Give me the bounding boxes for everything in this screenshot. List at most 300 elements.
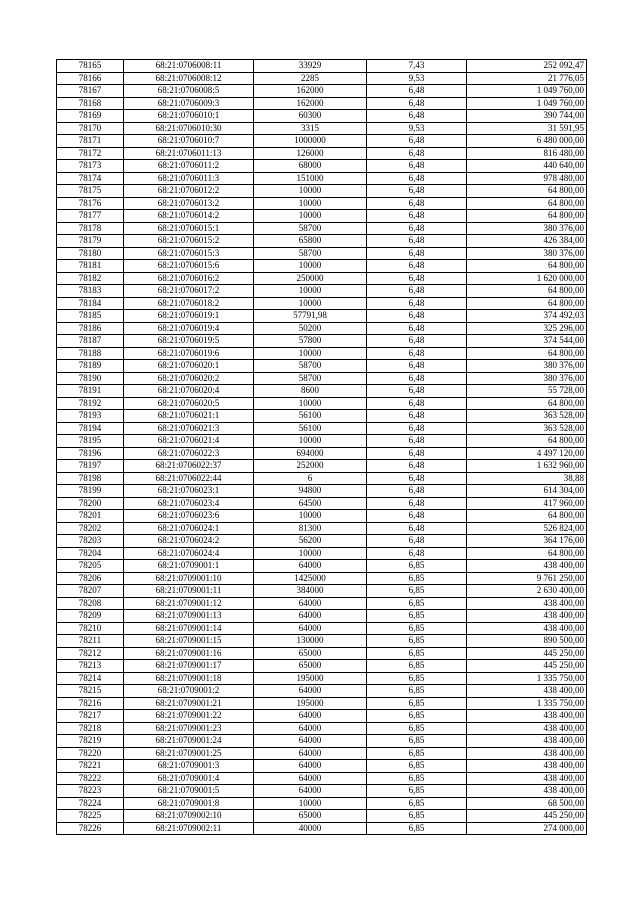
area-cell: 3315: [254, 122, 367, 135]
value-cell: 31 591,95: [467, 122, 587, 135]
rate-cell: 6,85: [367, 597, 467, 610]
rate-cell: 6,85: [367, 572, 467, 585]
row-number-cell: 78216: [57, 697, 124, 710]
table-row: [57, 97, 587, 110]
cadastral-number-cell: 68:21:0706023:6: [124, 510, 254, 523]
area-cell: 10000: [254, 397, 367, 410]
cadastral-number-cell: 68:21:0709001:10: [124, 572, 254, 585]
area-cell: 250000: [254, 272, 367, 285]
rate-cell: 6,48: [367, 260, 467, 273]
cadastral-number-cell: 68:21:0709001:14: [124, 622, 254, 635]
cadastral-number-cell: 68:21:0709001:13: [124, 610, 254, 623]
rate-cell: 6,48: [367, 547, 467, 560]
area-cell: 384000: [254, 585, 367, 598]
value-cell: 363 528,00: [467, 410, 587, 423]
cadastral-number-cell: 68:21:0709001:24: [124, 735, 254, 748]
table-row: [57, 697, 587, 710]
value-cell: 64 800,00: [467, 197, 587, 210]
rate-cell: 6,85: [367, 760, 467, 773]
cadastral-number-cell: 68:21:0706021:4: [124, 435, 254, 448]
table-row: [57, 385, 587, 398]
value-cell: 55 728,00: [467, 385, 587, 398]
row-number-cell: 78205: [57, 560, 124, 573]
rate-cell: 6,48: [367, 397, 467, 410]
value-cell: 64 800,00: [467, 435, 587, 448]
rate-cell: 6,48: [367, 322, 467, 335]
row-number-cell: 78197: [57, 460, 124, 473]
area-cell: 65000: [254, 810, 367, 823]
table-row: [57, 410, 587, 423]
cadastral-number-cell: 68:21:0706022:44: [124, 472, 254, 485]
value-cell: 445 250,00: [467, 647, 587, 660]
cadastral-number-cell: 68:21:0706019:4: [124, 322, 254, 335]
value-cell: 64 800,00: [467, 547, 587, 560]
row-number-cell: 78198: [57, 472, 124, 485]
area-cell: 57791,98: [254, 310, 367, 323]
cadastral-number-cell: 68:21:0706011:3: [124, 172, 254, 185]
cadastral-number-cell: 68:21:0709001:21: [124, 697, 254, 710]
cadastral-number-cell: 68:21:0709002:10: [124, 810, 254, 823]
cadastral-number-cell: 68:21:0709001:2: [124, 685, 254, 698]
rate-cell: 6,48: [367, 335, 467, 348]
area-cell: 94800: [254, 485, 367, 498]
area-cell: 2285: [254, 72, 367, 85]
table-row: [57, 747, 587, 760]
row-number-cell: 78196: [57, 447, 124, 460]
value-cell: 438 400,00: [467, 597, 587, 610]
value-cell: 64 800,00: [467, 397, 587, 410]
row-number-cell: 78220: [57, 747, 124, 760]
row-number-cell: 78174: [57, 172, 124, 185]
value-cell: 4 497 120,00: [467, 447, 587, 460]
rate-cell: 6,48: [367, 185, 467, 198]
rate-cell: 6,48: [367, 485, 467, 498]
table-row: [57, 122, 587, 135]
row-number-cell: 78171: [57, 135, 124, 148]
area-cell: 33929: [254, 60, 367, 73]
rate-cell: 6,85: [367, 785, 467, 798]
value-cell: 38,88: [467, 472, 587, 485]
cadastral-number-cell: 68:21:0706015:2: [124, 235, 254, 248]
cadastral-number-cell: 68:21:0706015:3: [124, 247, 254, 260]
cadastral-number-cell: 68:21:0706020:4: [124, 385, 254, 398]
row-number-cell: 78210: [57, 622, 124, 635]
value-cell: 1 335 750,00: [467, 697, 587, 710]
row-number-cell: 78165: [57, 60, 124, 73]
rate-cell: 6,48: [367, 522, 467, 535]
row-number-cell: 78217: [57, 710, 124, 723]
table-row: [57, 285, 587, 298]
table-row: [57, 660, 587, 673]
rate-cell: 6,85: [367, 622, 467, 635]
cadastral-number-cell: 68:21:0706010:7: [124, 135, 254, 148]
table-row: [57, 635, 587, 648]
cadastral-number-cell: 68:21:0706013:2: [124, 197, 254, 210]
cadastral-number-cell: 68:21:0706012:2: [124, 185, 254, 198]
row-number-cell: 78173: [57, 160, 124, 173]
value-cell: 445 250,00: [467, 660, 587, 673]
area-cell: 126000: [254, 147, 367, 160]
cadastral-number-cell: 68:21:0706008:5: [124, 85, 254, 98]
value-cell: 978 480,00: [467, 172, 587, 185]
rate-cell: 6,85: [367, 822, 467, 835]
value-cell: 68 500,00: [467, 797, 587, 810]
table-row: [57, 135, 587, 148]
table-row: [57, 760, 587, 773]
table-row: [57, 735, 587, 748]
cadastral-number-cell: 68:21:0709001:22: [124, 710, 254, 723]
area-cell: 10000: [254, 547, 367, 560]
table-row: [57, 435, 587, 448]
table-row: [57, 272, 587, 285]
row-number-cell: 78207: [57, 585, 124, 598]
row-number-cell: 78178: [57, 222, 124, 235]
value-cell: 1 049 760,00: [467, 85, 587, 98]
table-row: [57, 347, 587, 360]
table-row: [57, 485, 587, 498]
cadastral-number-cell: 68:21:0709001:5: [124, 785, 254, 798]
area-cell: 40000: [254, 822, 367, 835]
row-number-cell: 78202: [57, 522, 124, 535]
area-cell: 64000: [254, 710, 367, 723]
area-cell: 162000: [254, 97, 367, 110]
area-cell: 68000: [254, 160, 367, 173]
table-row: [57, 647, 587, 660]
row-number-cell: 78170: [57, 122, 124, 135]
area-cell: 64000: [254, 622, 367, 635]
rate-cell: 6,48: [367, 435, 467, 448]
rate-cell: 6,48: [367, 272, 467, 285]
rate-cell: 6,48: [367, 110, 467, 123]
cadastral-number-cell: 68:21:0706015:6: [124, 260, 254, 273]
value-cell: 438 400,00: [467, 710, 587, 723]
row-number-cell: 78204: [57, 547, 124, 560]
rate-cell: 6,48: [367, 247, 467, 260]
rate-cell: 6,48: [367, 297, 467, 310]
area-cell: 64000: [254, 772, 367, 785]
area-cell: 65000: [254, 660, 367, 673]
cadastral-number-cell: 68:21:0709001:8: [124, 797, 254, 810]
rate-cell: 6,48: [367, 460, 467, 473]
row-number-cell: 78225: [57, 810, 124, 823]
row-number-cell: 78201: [57, 510, 124, 523]
value-cell: 417 960,00: [467, 497, 587, 510]
table-row: [57, 160, 587, 173]
area-cell: 10000: [254, 347, 367, 360]
rate-cell: 6,85: [367, 560, 467, 573]
row-number-cell: 78224: [57, 797, 124, 810]
area-cell: 57800: [254, 335, 367, 348]
rate-cell: 6,85: [367, 697, 467, 710]
value-cell: 1 620 000,00: [467, 272, 587, 285]
rate-cell: 6,48: [367, 310, 467, 323]
row-number-cell: 78183: [57, 285, 124, 298]
table-row: [57, 235, 587, 248]
row-number-cell: 78186: [57, 322, 124, 335]
cadastral-number-cell: 68:21:0706008:11: [124, 60, 254, 73]
row-number-cell: 78211: [57, 635, 124, 648]
row-number-cell: 78169: [57, 110, 124, 123]
table-row: [57, 822, 587, 835]
rate-cell: 6,48: [367, 347, 467, 360]
row-number-cell: 78176: [57, 197, 124, 210]
cadastral-number-cell: 68:21:0706008:12: [124, 72, 254, 85]
rate-cell: 6,85: [367, 710, 467, 723]
table-row: [57, 260, 587, 273]
row-number-cell: 78208: [57, 597, 124, 610]
area-cell: 58700: [254, 360, 367, 373]
table-row: [57, 597, 587, 610]
rate-cell: 6,48: [367, 510, 467, 523]
row-number-cell: 78166: [57, 72, 124, 85]
row-number-cell: 78194: [57, 422, 124, 435]
rate-cell: 6,48: [367, 210, 467, 223]
value-cell: 380 376,00: [467, 360, 587, 373]
rate-cell: 6,85: [367, 610, 467, 623]
cadastral-number-cell: 68:21:0706011:13: [124, 147, 254, 160]
area-cell: 64000: [254, 785, 367, 798]
rate-cell: 6,48: [367, 147, 467, 160]
table-row: [57, 197, 587, 210]
value-cell: 438 400,00: [467, 722, 587, 735]
value-cell: 380 376,00: [467, 372, 587, 385]
value-cell: 526 824,00: [467, 522, 587, 535]
table-row: [57, 560, 587, 573]
area-cell: 56100: [254, 410, 367, 423]
area-cell: 64000: [254, 722, 367, 735]
rate-cell: 6,48: [367, 360, 467, 373]
rate-cell: 6,48: [367, 447, 467, 460]
table-row: [57, 722, 587, 735]
row-number-cell: 78222: [57, 772, 124, 785]
row-number-cell: 78184: [57, 297, 124, 310]
table-row: [57, 185, 587, 198]
area-cell: 64000: [254, 760, 367, 773]
cadastral-number-cell: 68:21:0709002:11: [124, 822, 254, 835]
row-number-cell: 78172: [57, 147, 124, 160]
table-row: [57, 360, 587, 373]
area-cell: 8600: [254, 385, 367, 398]
rate-cell: 6,48: [367, 535, 467, 548]
cadastral-number-cell: 68:21:0709001:25: [124, 747, 254, 760]
cadastral-number-cell: 68:21:0709001:1: [124, 560, 254, 573]
rate-cell: 6,85: [367, 747, 467, 760]
area-cell: 65000: [254, 647, 367, 660]
row-number-cell: 78177: [57, 210, 124, 223]
cadastral-number-cell: 68:21:0706024:4: [124, 547, 254, 560]
rate-cell: 6,85: [367, 647, 467, 660]
cadastral-number-cell: 68:21:0706019:6: [124, 347, 254, 360]
value-cell: 1 049 760,00: [467, 97, 587, 110]
area-cell: 50200: [254, 322, 367, 335]
cadastral-number-cell: 68:21:0706022:37: [124, 460, 254, 473]
table-row: [57, 447, 587, 460]
cadastral-number-cell: 68:21:0706009:3: [124, 97, 254, 110]
rate-cell: 6,48: [367, 472, 467, 485]
value-cell: 614 304,00: [467, 485, 587, 498]
row-number-cell: 78180: [57, 247, 124, 260]
value-cell: 64 800,00: [467, 210, 587, 223]
cadastral-number-cell: 68:21:0706021:1: [124, 410, 254, 423]
rate-cell: 6,85: [367, 585, 467, 598]
cadastral-number-cell: 68:21:0706024:2: [124, 535, 254, 548]
cadastral-value-table: [56, 59, 587, 835]
rate-cell: 6,48: [367, 385, 467, 398]
rate-cell: 9,53: [367, 72, 467, 85]
value-cell: 1 632 960,00: [467, 460, 587, 473]
rate-cell: 6,85: [367, 797, 467, 810]
area-cell: 64000: [254, 747, 367, 760]
row-number-cell: 78203: [57, 535, 124, 548]
cadastral-number-cell: 68:21:0709001:16: [124, 647, 254, 660]
row-number-cell: 78215: [57, 685, 124, 698]
value-cell: 438 400,00: [467, 785, 587, 798]
area-cell: 151000: [254, 172, 367, 185]
row-number-cell: 78206: [57, 572, 124, 585]
area-cell: 10000: [254, 297, 367, 310]
row-number-cell: 78181: [57, 260, 124, 273]
cadastral-number-cell: 68:21:0706021:3: [124, 422, 254, 435]
rate-cell: 6,48: [367, 372, 467, 385]
value-cell: 64 800,00: [467, 510, 587, 523]
value-cell: 438 400,00: [467, 610, 587, 623]
table-row: [57, 210, 587, 223]
cadastral-number-cell: 68:21:0706020:1: [124, 360, 254, 373]
table-row: [57, 60, 587, 73]
area-cell: 56100: [254, 422, 367, 435]
area-cell: 60300: [254, 110, 367, 123]
table-row: [57, 397, 587, 410]
area-cell: 10000: [254, 797, 367, 810]
area-cell: 694000: [254, 447, 367, 460]
rate-cell: 6,85: [367, 635, 467, 648]
row-number-cell: 78188: [57, 347, 124, 360]
cadastral-number-cell: 68:21:0706017:2: [124, 285, 254, 298]
cadastral-number-cell: 68:21:0709001:18: [124, 672, 254, 685]
rate-cell: 6,48: [367, 285, 467, 298]
area-cell: 1425000: [254, 572, 367, 585]
rate-cell: 6,48: [367, 160, 467, 173]
area-cell: 58700: [254, 222, 367, 235]
row-number-cell: 78190: [57, 372, 124, 385]
cadastral-number-cell: 68:21:0709001:12: [124, 597, 254, 610]
cadastral-number-cell: 68:21:0706016:2: [124, 272, 254, 285]
row-number-cell: 78199: [57, 485, 124, 498]
table-row: [57, 110, 587, 123]
value-cell: 380 376,00: [467, 222, 587, 235]
table-row: [57, 172, 587, 185]
rate-cell: 6,48: [367, 235, 467, 248]
area-cell: 64000: [254, 735, 367, 748]
value-cell: 252 092,47: [467, 60, 587, 73]
area-cell: 81300: [254, 522, 367, 535]
table-row: [57, 147, 587, 160]
value-cell: 364 176,00: [467, 535, 587, 548]
value-cell: 438 400,00: [467, 747, 587, 760]
row-number-cell: 78187: [57, 335, 124, 348]
rate-cell: 6,48: [367, 497, 467, 510]
table-row: [57, 85, 587, 98]
table-row: [57, 335, 587, 348]
cadastral-number-cell: 68:21:0706024:1: [124, 522, 254, 535]
table-row: [57, 810, 587, 823]
value-cell: 438 400,00: [467, 622, 587, 635]
area-cell: 64500: [254, 497, 367, 510]
value-cell: 438 400,00: [467, 560, 587, 573]
rate-cell: 6,48: [367, 97, 467, 110]
area-cell: 10000: [254, 260, 367, 273]
cadastral-number-cell: 68:21:0706023:1: [124, 485, 254, 498]
area-cell: 58700: [254, 247, 367, 260]
cadastral-number-cell: 68:21:0706015:1: [124, 222, 254, 235]
row-number-cell: 78167: [57, 85, 124, 98]
value-cell: 274 000,00: [467, 822, 587, 835]
area-cell: 10000: [254, 510, 367, 523]
row-number-cell: 78212: [57, 647, 124, 660]
value-cell: 6 480 000,00: [467, 135, 587, 148]
table-row: [57, 497, 587, 510]
table-row: [57, 372, 587, 385]
rate-cell: 6,48: [367, 410, 467, 423]
row-number-cell: 78192: [57, 397, 124, 410]
rate-cell: 6,48: [367, 422, 467, 435]
value-cell: 64 800,00: [467, 260, 587, 273]
table-row: [57, 322, 587, 335]
table-row: [57, 310, 587, 323]
table-row: [57, 535, 587, 548]
rate-cell: 6,85: [367, 772, 467, 785]
row-number-cell: 78223: [57, 785, 124, 798]
area-cell: 64000: [254, 597, 367, 610]
row-number-cell: 78191: [57, 385, 124, 398]
cadastral-number-cell: 68:21:0709001:3: [124, 760, 254, 773]
row-number-cell: 78213: [57, 660, 124, 673]
row-number-cell: 78214: [57, 672, 124, 685]
cadastral-number-cell: 68:21:0706019:5: [124, 335, 254, 348]
cadastral-number-cell: 68:21:0706020:5: [124, 397, 254, 410]
rate-cell: 6,48: [367, 85, 467, 98]
cadastral-number-cell: 68:21:0706010:1: [124, 110, 254, 123]
cadastral-number-cell: 68:21:0706019:1: [124, 310, 254, 323]
area-cell: 10000: [254, 185, 367, 198]
table-row: [57, 685, 587, 698]
value-cell: 2 630 400,00: [467, 585, 587, 598]
rate-cell: 6,85: [367, 672, 467, 685]
table-row: [57, 247, 587, 260]
row-number-cell: 78226: [57, 822, 124, 835]
value-cell: 445 250,00: [467, 810, 587, 823]
cadastral-number-cell: 68:21:0706020:2: [124, 372, 254, 385]
area-cell: 195000: [254, 697, 367, 710]
table-row: [57, 710, 587, 723]
cadastral-number-cell: 68:21:0706010:30: [124, 122, 254, 135]
value-cell: 21 776,05: [467, 72, 587, 85]
cadastral-number-cell: 68:21:0709001:17: [124, 660, 254, 673]
row-number-cell: 78189: [57, 360, 124, 373]
rate-cell: 6,85: [367, 735, 467, 748]
value-cell: 325 296,00: [467, 322, 587, 335]
table-row: [57, 772, 587, 785]
cadastral-number-cell: 68:21:0706018:2: [124, 297, 254, 310]
rate-cell: 6,85: [367, 722, 467, 735]
value-cell: 374 492,03: [467, 310, 587, 323]
table-row: [57, 297, 587, 310]
area-cell: 162000: [254, 85, 367, 98]
row-number-cell: 78200: [57, 497, 124, 510]
cadastral-number-cell: 68:21:0709001:11: [124, 585, 254, 598]
table-row: [57, 672, 587, 685]
row-number-cell: 78209: [57, 610, 124, 623]
